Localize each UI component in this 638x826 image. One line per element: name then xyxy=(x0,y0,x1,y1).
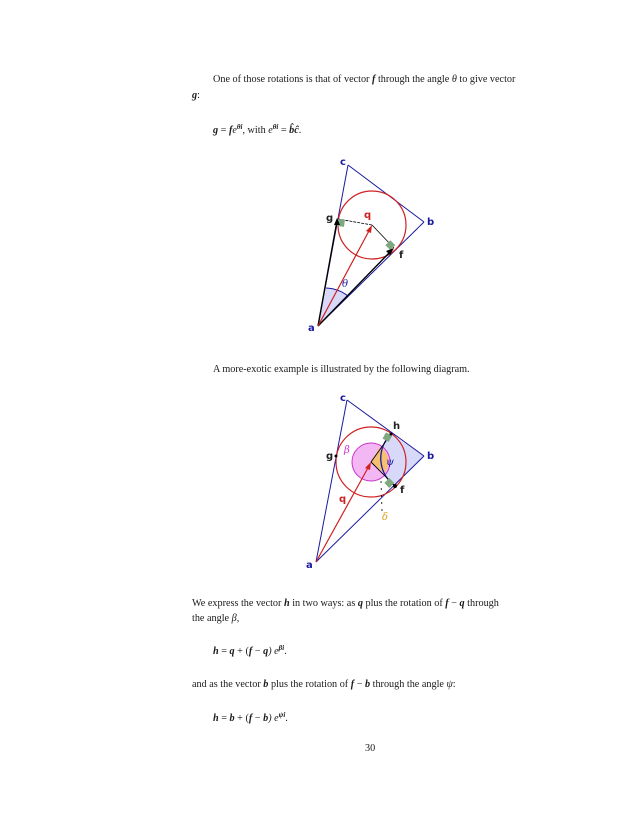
diagram-exotic xyxy=(300,385,450,575)
math-g: g xyxy=(192,90,198,101)
point-h xyxy=(390,433,393,436)
math-h: h xyxy=(213,646,219,657)
text: : xyxy=(452,679,456,690)
label-c: c xyxy=(340,393,346,404)
text: and as the vector xyxy=(192,679,264,690)
text: . xyxy=(298,125,302,136)
text: , with xyxy=(242,125,269,136)
math-e: e xyxy=(268,125,273,136)
text: . xyxy=(285,713,288,724)
math-q: q xyxy=(229,646,235,657)
op: − xyxy=(252,646,264,657)
diagram-rotation-theta xyxy=(300,155,450,340)
op: + ( xyxy=(234,713,249,724)
op: + ( xyxy=(234,646,249,657)
label-b: b xyxy=(427,217,435,228)
delta-line xyxy=(381,481,382,511)
text: in two ways: as xyxy=(289,598,358,609)
math-b: b xyxy=(263,713,269,724)
math-f: f xyxy=(248,646,253,657)
math-h: h xyxy=(213,713,219,724)
math-f: f xyxy=(445,598,449,609)
paragraph-express-h xyxy=(192,597,499,610)
label-a: a xyxy=(308,323,315,334)
math-beta: β xyxy=(231,613,237,624)
op: = xyxy=(278,125,290,136)
equation-g xyxy=(213,124,301,137)
op: − xyxy=(252,713,264,724)
page-number: 30 xyxy=(365,743,376,754)
text: through the angle xyxy=(375,74,452,85)
math-f: f xyxy=(372,74,376,85)
paragraph-rotation-intro-line2 xyxy=(192,89,200,102)
text: : xyxy=(197,90,200,101)
label-q: q xyxy=(339,494,347,505)
math-q: q xyxy=(459,598,465,609)
label-g: g xyxy=(326,451,334,462)
math-b: b xyxy=(364,679,371,690)
label-h: h xyxy=(393,421,401,432)
text: plus the rotation of xyxy=(268,679,351,690)
paragraph-vector-b xyxy=(192,678,456,691)
math-f: f xyxy=(248,713,253,724)
math-theta: θ xyxy=(451,74,457,85)
label-c: c xyxy=(340,157,346,168)
paragraph-express-h-line2 xyxy=(192,612,239,625)
label-f: f xyxy=(399,250,404,261)
exponent: θi xyxy=(272,123,279,131)
point-f xyxy=(393,484,397,488)
math-b: b xyxy=(263,679,269,690)
math-psi: ψ xyxy=(446,679,453,690)
math-q: q xyxy=(357,598,363,609)
math-bhat: b̂ xyxy=(289,125,295,136)
side-ac xyxy=(316,400,347,562)
label-a: a xyxy=(306,560,313,571)
math-e: ) e xyxy=(268,646,279,657)
math-q: q xyxy=(263,646,269,657)
math-b: b xyxy=(229,713,235,724)
label-delta: δ xyxy=(382,512,389,523)
vector-q xyxy=(316,466,369,562)
text: plus the rotation of xyxy=(362,598,446,609)
text: We express the vector xyxy=(192,598,284,609)
equation-h-b xyxy=(213,712,288,725)
right-angle-f xyxy=(385,240,395,250)
text: through xyxy=(464,598,499,609)
equation-h-q xyxy=(213,645,287,658)
text: through the angle xyxy=(370,679,447,690)
label-q: q xyxy=(364,210,372,221)
label-psi: ψ xyxy=(386,457,394,468)
label-g: g xyxy=(326,213,334,224)
exponent: βi xyxy=(278,644,285,652)
label-theta: θ xyxy=(342,279,349,290)
op: = xyxy=(218,713,230,724)
math-f: f xyxy=(228,125,233,136)
math-g: g xyxy=(213,125,219,136)
op: = xyxy=(218,125,229,136)
op: − xyxy=(448,598,460,609)
theta-angle-wedge xyxy=(318,288,348,326)
label-beta: β xyxy=(344,445,350,456)
exponent: θi xyxy=(236,123,243,131)
point-g xyxy=(335,455,338,458)
paragraph-exotic-example: A more-exotic example is illustrated by the following diagram. xyxy=(213,364,470,375)
text: One of those rotations is that of vector xyxy=(213,74,373,85)
paragraph-rotation-intro xyxy=(213,73,515,86)
math-e: ) e xyxy=(268,713,279,724)
text: , xyxy=(236,613,240,624)
vector-q-arrowhead xyxy=(366,225,372,233)
label-b: b xyxy=(427,451,435,462)
label-f: f xyxy=(400,485,405,496)
text: to give vector xyxy=(456,74,516,85)
math-f: f xyxy=(350,679,355,690)
math-h: h xyxy=(283,598,290,609)
op: − xyxy=(354,679,365,690)
math-chat: ĉ xyxy=(294,125,299,136)
text: the angle xyxy=(192,613,232,624)
op: = xyxy=(218,646,230,657)
text: . xyxy=(284,646,287,657)
exponent: ψi xyxy=(278,711,286,719)
math-e: e xyxy=(232,125,237,136)
